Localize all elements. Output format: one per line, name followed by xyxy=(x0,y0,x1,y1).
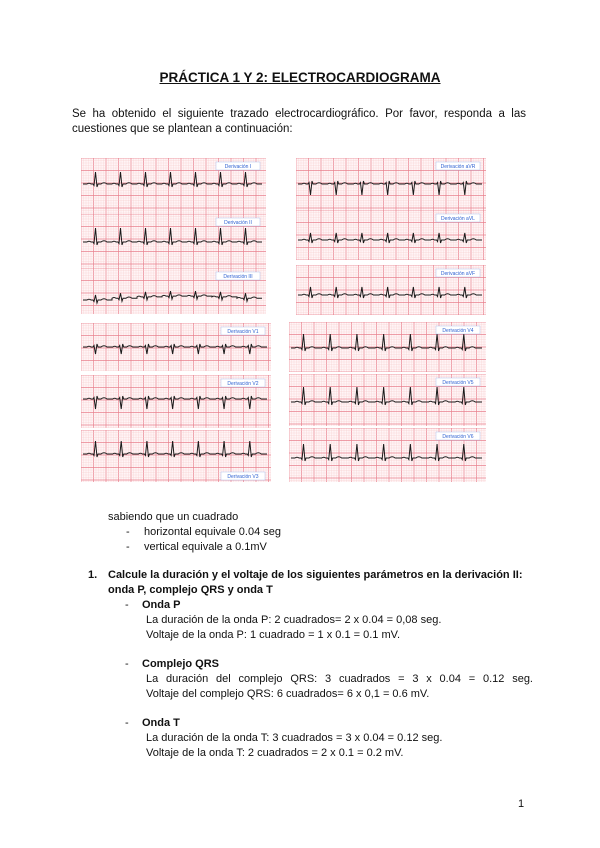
ecg-lead-label-text: Derivación V4 xyxy=(442,328,474,334)
question-1-heading xyxy=(88,568,533,598)
ecg-strip-lead-avl xyxy=(296,210,486,260)
square-intro: sabiendo que un cuadrado xyxy=(108,511,239,523)
page-title: PRÁCTICA 1 Y 2: ELECTROCARDIOGRAMA xyxy=(159,70,441,85)
question-text: Calcule la duración y el voltaje de los siguientes parámetros en la derivación II: onda P, complejo QRS y onda T xyxy=(108,569,523,596)
onda-t-duration: La duración de la onda T: 3 cuadrados = 3 x 0.04 = 0.12 seg. xyxy=(146,732,443,744)
onda-p-block xyxy=(125,598,533,643)
ecg-strip-lead-v2 xyxy=(81,375,271,428)
ecg-strip-lead-v1 xyxy=(81,323,271,371)
onda-t-block xyxy=(125,716,533,761)
ecg-strip-lead-avr xyxy=(296,158,486,210)
ecg-lead-label-text: Derivación V3 xyxy=(227,474,259,480)
square-vertical: - vertical equivale a 0.1mV xyxy=(126,540,281,555)
ecg-lead-label-text: Derivación aVL xyxy=(441,216,475,222)
ecg-strip-lead-ii xyxy=(81,214,266,270)
ecg-trace-svg xyxy=(81,214,266,270)
onda-p-duration: La duración de la onda P: 2 cuadrados= 2 x 0.04 = 0,08 seg. xyxy=(146,614,442,626)
ecg-strip-lead-v4 xyxy=(289,322,486,372)
ecg-lead-label-text: Derivación V5 xyxy=(442,380,474,386)
ecg-trace-svg xyxy=(289,322,486,372)
ecg-lead-label-text: Derivación V1 xyxy=(227,329,259,335)
qrs-duration: La duración del complejo QRS: 3 cuadrados = 3 x 0.04 = 0.12 seg. xyxy=(146,673,533,685)
ecg-lead-label-text: Derivación aVR xyxy=(440,164,476,170)
question-1 xyxy=(88,568,533,761)
ecg-trace-svg xyxy=(81,375,271,428)
ecg-strip-lead-v6 xyxy=(289,428,486,482)
ecg-trace-svg xyxy=(289,374,486,426)
ecg-lead-label-text: Derivación III xyxy=(223,274,253,280)
ecg-trace-svg xyxy=(81,430,271,482)
ecg-trace-svg xyxy=(289,428,486,482)
ecg-strip-lead-avf xyxy=(296,265,486,315)
onda-p-heading: - Onda P xyxy=(125,598,533,613)
ecg-strip-lead-iii xyxy=(81,268,266,314)
square-horizontal: - horizontal equivale 0.04 seg xyxy=(126,525,281,540)
onda-p-voltage: Voltaje de la onda P: 1 cuadrado = 1 x 0.1 = 0.1 mV. xyxy=(146,629,400,641)
ecg-strip-lead-v3 xyxy=(81,430,271,482)
ecg-trace-svg xyxy=(81,323,271,371)
qrs-voltage: Voltaje del complejo QRS: 6 cuadrados= 6 x 0,1 = 0.6 mV. xyxy=(146,688,430,700)
ecg-lead-label-text: Derivación I xyxy=(224,164,252,170)
square-list xyxy=(108,525,281,555)
ecg-lead-label-text: Derivación V6 xyxy=(442,434,474,440)
ecg-lead-label-text: Derivación aVF xyxy=(440,271,476,277)
qrs-heading: - Complejo QRS xyxy=(125,657,533,672)
ecg-lead-label-text: Derivación V2 xyxy=(227,381,259,387)
ecg-trace-svg xyxy=(81,268,266,314)
square-equivalence xyxy=(108,510,281,555)
ecg-trace-svg xyxy=(296,265,486,315)
ecg-trace-svg xyxy=(81,158,266,218)
ecg-strip-lead-v5 xyxy=(289,374,486,426)
intro-paragraph: Se ha obtenido el siguiente trazado electrocardiográfico. Por favor, responda a las cuestiones que se plantean a continuación: xyxy=(72,108,526,135)
ecg-lead-label-text: Derivación II xyxy=(224,220,252,226)
ecg-strip-lead-i xyxy=(81,158,266,218)
qrs-block xyxy=(125,657,533,702)
ecg-trace-svg xyxy=(296,158,486,210)
onda-t-voltage: Voltaje de la onda T: 2 cuadrados = 2 x 0.1 = 0.2 mV. xyxy=(146,747,404,759)
page-number: 1 xyxy=(518,798,525,810)
question-number: 1. xyxy=(88,569,98,581)
onda-t-heading: - Onda T xyxy=(125,716,533,731)
ecg-trace-svg xyxy=(296,210,486,260)
